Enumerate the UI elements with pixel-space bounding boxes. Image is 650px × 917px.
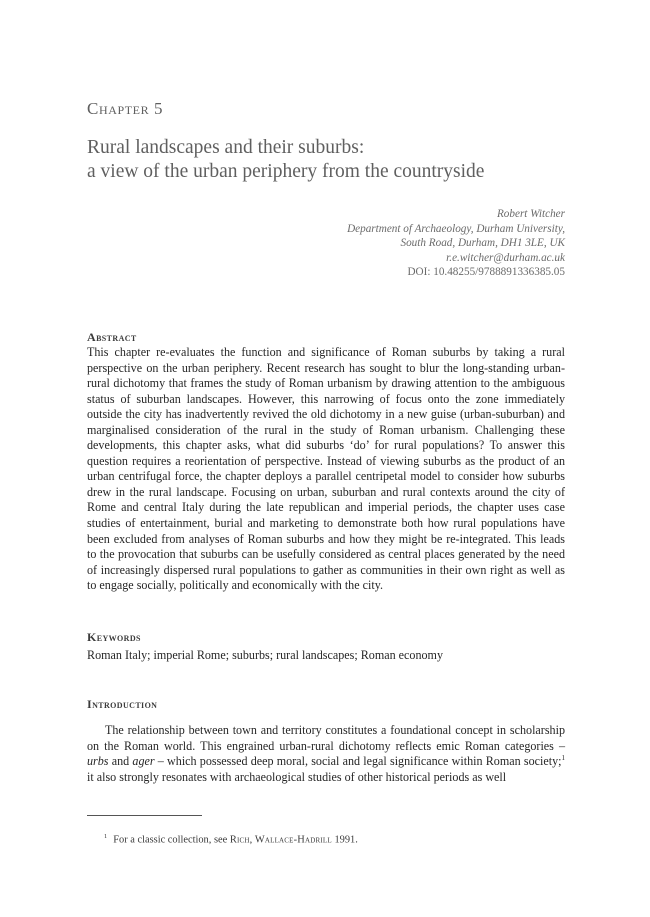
keywords-text: Roman Italy; imperial Rome; suburbs; rural landscapes; Roman economy: [87, 648, 444, 662]
chapter-title: [87, 136, 577, 184]
chapter-title-line-1: Rural landscapes and their suburbs:: [87, 137, 365, 158]
intro-text-part-3: it also strongly resonates with archaeological studies of other historical periods as well: [87, 770, 507, 785]
author-affiliation-line-2: South Road, Durham, DH1 3LE, UK: [400, 237, 565, 250]
introduction-paragraph: [87, 723, 565, 786]
intro-text-part-1: The relationship between town and territory constitutes a foundational concept in scholarship on the Roman world. This engrained urban-rural dichotomy reflects emic Roman categories –: [87, 723, 565, 753]
footnote-reference[interactable]: 1: [561, 754, 565, 763]
footnote-year: 1991.: [331, 834, 358, 846]
footnote: [104, 833, 358, 845]
intro-text-and: and: [108, 754, 133, 769]
footnote-author-2: Wallace-Hadrill: [254, 834, 332, 846]
chapter-label: Chapter 5: [87, 99, 164, 118]
abstract-heading: Abstract: [87, 330, 137, 344]
footnote-separator: ,: [249, 834, 255, 846]
footnote-text: For a classic collection, see: [113, 834, 230, 846]
author-name: Robert Witcher: [496, 208, 565, 220]
intro-text-part-2: – which possessed deep moral, social and legal significance within Roman society;: [154, 754, 562, 769]
author-email: r.e.witcher@durham.ac.uk: [446, 251, 565, 264]
footnote-divider: [87, 815, 202, 816]
intro-term-urbs: urbs: [87, 754, 109, 769]
footnote-number: 1: [104, 833, 108, 840]
abstract-text: This chapter re-evaluates the function and significance of Roman suburbs by taking a rural perspective on the urban periphery. Recent research has sought to blur the long-standing urban-rural dichotomy that frames the study of Roman urbanism by drawing attention to the ambiguous status of suburban landscapes. However, this narrowing of focus onto the zone immediately outside the city has inadvertently revived the old dichotomy in a new guise (urban-suburban) and marginalised consideration of the rural in the study of Roman urbanism. Challenging these developments, this chapter asks, what did suburbs ‘do’ for rural populations? To answer this question requires a reorientation of perspective. Instead of viewing suburbs as the product of an urban centrifugal force, the chapter deploys a parallel centripetal model to consider how suburbs drew in the rural landscape. Focusing on urban, suburban and rural contexts around the city of Rome and central Italy during the late republican and imperial periods, the chapter uses case studies of entertainment, burial and marketing to demonstrate both how rural populations have been excluded from analyses of Roman suburbs and how they might be re-integrated. This leads to the provocation that suburbs can be usefully considered as central places generated by the need of increasingly dispersed rural populations to gather as communities in their own right as well as to engage socially, politically and economically with the city.: [87, 345, 565, 593]
chapter-title-line-2: a view of the urban periphery from the countryside: [87, 161, 485, 182]
doi: DOI: 10.48255/9788891336385.05: [407, 266, 565, 279]
introduction-heading: Introduction: [87, 697, 158, 711]
author-affiliation-line-1: Department of Archaeology, Durham University,: [347, 222, 565, 235]
footnote-author-1: Rich: [229, 834, 250, 846]
keywords-heading: Keywords: [87, 630, 141, 644]
author-block: [347, 207, 565, 280]
intro-term-ager: ager: [132, 754, 155, 769]
